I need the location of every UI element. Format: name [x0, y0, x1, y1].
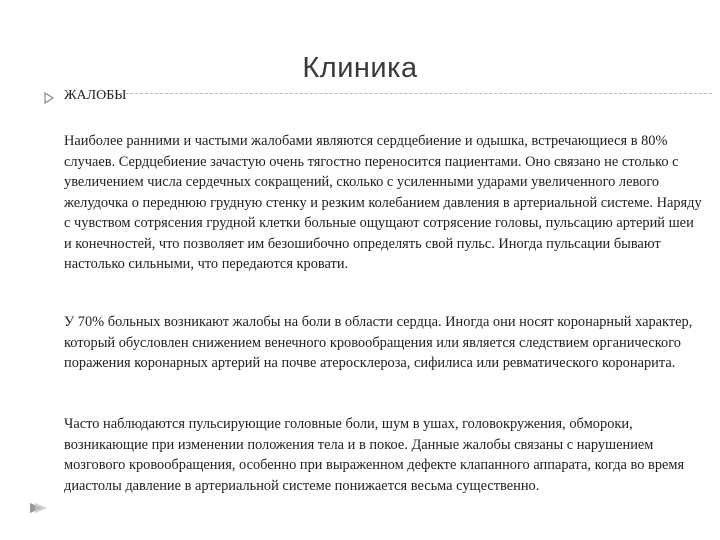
title-divider: [100, 93, 712, 94]
paragraph-complaints-palpitations: Наиболее ранними и частыми жалобами являются сердцебиение и одышка, встречающиеся в 80% случаев. Сердцебиение зачастую очень тягостно переносится пациентами. Оно связано не столько с увеличением числа сердечных сокращений, сколько с усиленными ударами увеличенного левого желудочка о переднюю грудную стенку и резким колебанием давления в артериальной системе. Наряду с чувством сотрясения грудной клетки больные ощущают сотрясение головы, пульсацию артерий шеи и конечностей, что позволяет им безошибочно определять свой пульс. Иногда пульсации бывают настолько сильными, что передаются кровати.: [64, 133, 702, 272]
section-heading: ЖАЛОБЫ: [64, 88, 127, 103]
corner-arrow-icon: [28, 500, 48, 516]
paragraph-complaints-heart-pain: У 70% больных возникают жалобы на боли в области сердца. Иногда они носят коронарный характер, который обусловлен снижением венечного кровообращения или является следствием органического поражения коронарных артерий на почве атеросклероза, сифилиса или ревматического коронарита.: [64, 314, 693, 371]
paragraph-complaints-headache: Часто наблюдаются пульсирующие головные боли, шум в ушах, головокружения, обмороки, возникающие при изменении положения тела и в покое. Данные жалобы связаны с нарушением мозгового кровообращения, особенно при выраженном дефекте клапанного аппарата, когда во время диастолы давление в артериальной системе понижается весьма существенно.: [64, 416, 685, 494]
triangle-right-icon: [44, 92, 54, 104]
slide-title: Клиника: [302, 52, 418, 84]
